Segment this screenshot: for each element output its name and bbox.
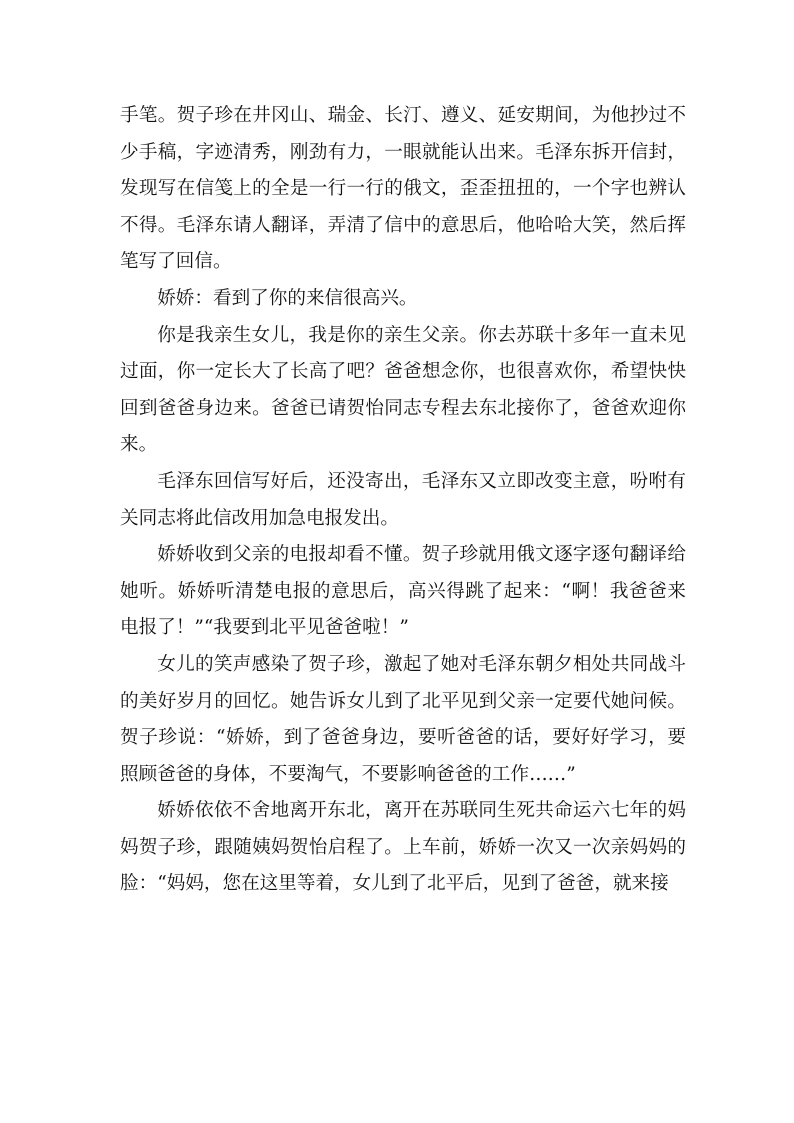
paragraph: 娇娇收到父亲的电报却看不懂。贺子珍就用俄文逐字逐句翻译给她听。娇娇听清楚电报的意思后，高兴得跳了起来：“啊！我爸爸来电报了！”“我要到北平见爸爸啦！” bbox=[120, 544, 686, 639]
document-body bbox=[120, 98, 686, 903]
paragraph: 手笔。贺子珍在井冈山、瑞金、长汀、遵义、延安期间，为他抄过不少手稿，字迹清秀，刚劲有力，一眼就能认出来。毛泽东拆开信封，发现写在信笺上的全是一行一行的俄文，歪歪扭扭的，一个字也辨认不得。毛泽东请人翻译，弄清了信中的意思后，他哈哈大笑，然后挥笔写了回信。 bbox=[120, 105, 686, 273]
paragraph: 娇娇依依不舍地离开东北，离开在苏联同生死共命运六七年的妈妈贺子珍，跟随姨妈贺怡启程了。上车前，娇娇一次又一次亲妈妈的脸：“妈妈，您在这里等着，女儿到了北平后，见到了爸爸，就来接 bbox=[120, 800, 686, 895]
paragraph: 毛泽东回信写好后，还没寄出，毛泽东又立即改变主意，吩咐有关同志将此信改用加急电报发出。 bbox=[120, 470, 686, 529]
paragraph: 娇娇：看到了你的来信很高兴。 bbox=[157, 287, 418, 309]
paragraph: 你是我亲生女儿，我是你的亲生父亲。你去苏联十多年一直未见过面，你一定长大了长高了吧？爸爸想念你，也很喜欢你，希望快快回到爸爸身边来。爸爸已请贺怡同志专程去东北接你了，爸爸欢迎你来。 bbox=[120, 324, 686, 456]
paragraph: 女儿的笑声感染了贺子珍，激起了她对毛泽东朝夕相处共同战斗的美好岁月的回忆。她告诉女儿到了北平见到父亲一定要代她问候。贺子珍说：“娇娇，到了爸爸身边，要听爸爸的话，要好好学习，要照顾爸爸的身体，不要淘气，不要影响爸爸的工作……” bbox=[120, 653, 686, 785]
